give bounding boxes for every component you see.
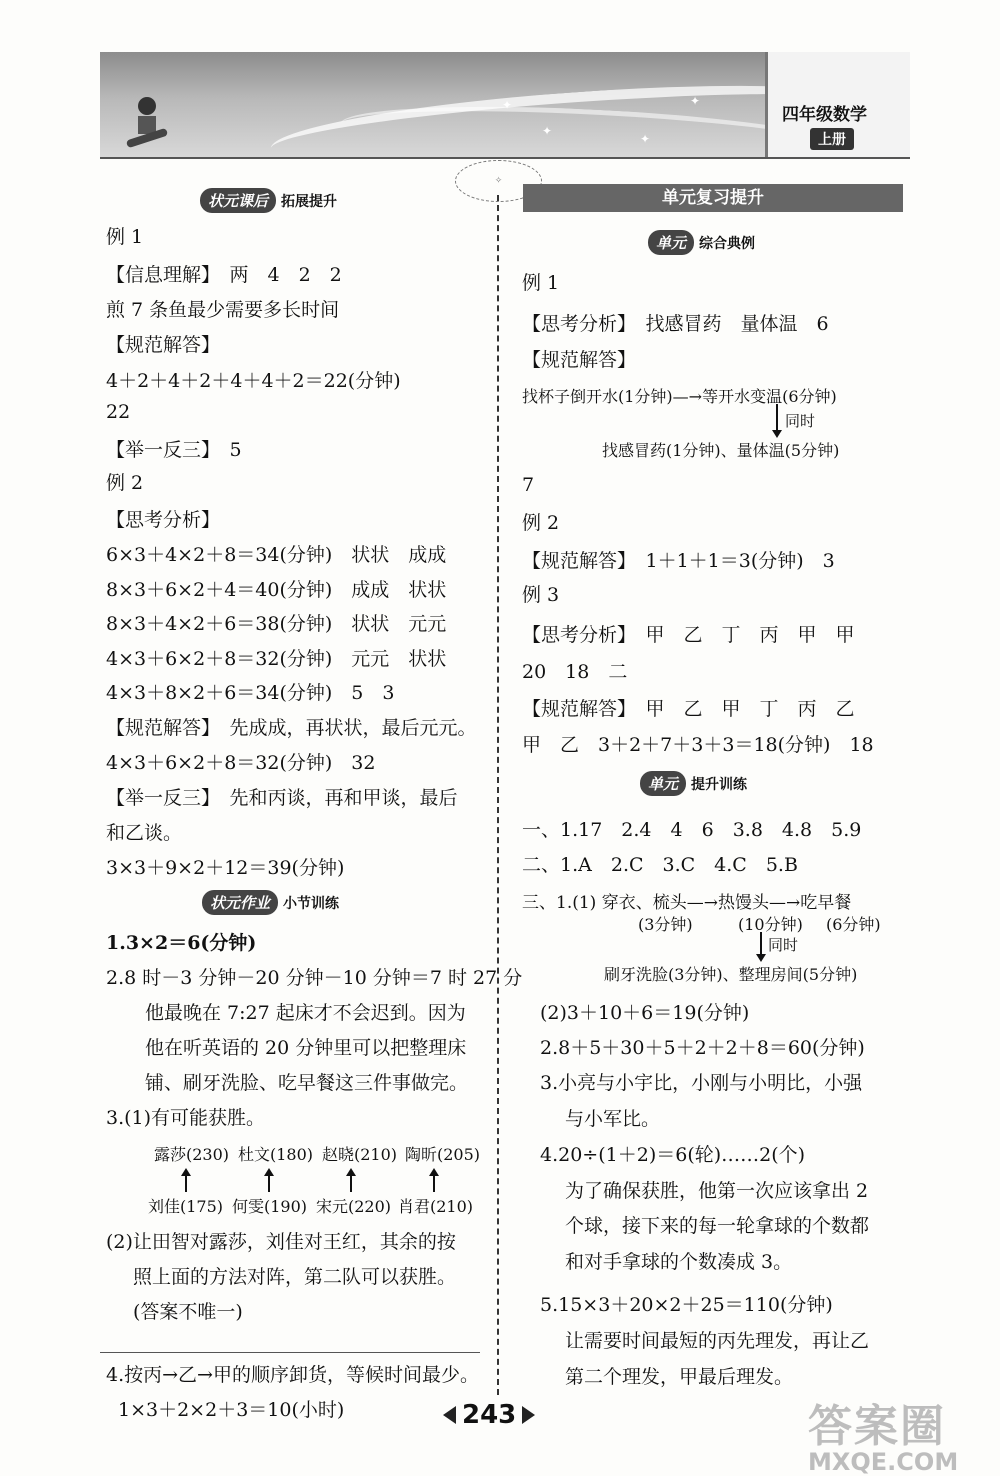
- grade-title: 四年级数学: [782, 105, 867, 125]
- text-line: 他最晚在 7:27 起床才不会迟到。因为: [145, 1002, 466, 1024]
- grade-label-box: [765, 52, 910, 157]
- text-line: 为了确保获胜，他第一次应该拿出 2: [565, 1180, 869, 1202]
- text-line: (答案不唯一): [133, 1301, 243, 1323]
- grade-volume: 上册: [810, 128, 854, 150]
- text-line: 2.8＋5＋30＋5＋2＋2＋8＝60(分钟): [540, 1037, 865, 1059]
- section-subtitle: 小节训练: [283, 895, 340, 912]
- text-line: 【思考分析】 甲 乙 丁 丙 甲 甲: [522, 624, 855, 646]
- section-rule: [100, 1352, 480, 1353]
- star-icon: ✦: [690, 94, 701, 108]
- text-line: 二、1.A 2.C 3.C 4.C 5.B: [522, 854, 798, 876]
- text-line: 甲 乙 3＋2＋7＋3＋3＝18(分钟) 18: [522, 734, 874, 756]
- text-line: 和乙谈。: [106, 822, 183, 844]
- match-bottom-4: 肖君(210): [398, 1197, 474, 1216]
- text-line: 与小军比。: [565, 1108, 661, 1130]
- text-line: 一、1.17 2.4 4 6 3.8 4.8 5.9: [522, 819, 862, 841]
- arrow-up-icon: [185, 1170, 187, 1192]
- text-line: 例 2: [522, 512, 560, 534]
- flow2-time-3: (6分钟): [826, 915, 881, 934]
- arrow-down-icon: [760, 932, 762, 960]
- text-line: 8×3＋6×2＋4＝40(分钟) 成成 状状: [106, 579, 447, 601]
- flow2-time-1: (3分钟): [638, 915, 693, 934]
- text-line: 【信息理解】 两 4 2 2: [106, 264, 342, 286]
- text-line: 【举一反三】 先和丙谈，再和甲谈，最后: [106, 787, 458, 809]
- text-line: 5.15×3＋20×2＋25＝110(分钟): [540, 1294, 833, 1316]
- flow2-same-time: 同时: [768, 936, 799, 954]
- flow-step-bottom: 找感冒药(1分钟)、量体温(5分钟): [602, 441, 840, 460]
- triangle-left-icon: [443, 1406, 456, 1424]
- match-bottom-2: 何雯(190): [232, 1197, 308, 1216]
- section-header-examples: [648, 230, 755, 255]
- text-line: 7: [522, 474, 535, 496]
- text-line: 第二个理发，甲最后理发。: [565, 1366, 794, 1388]
- page-number: [443, 1400, 535, 1430]
- column-divider: [497, 195, 499, 1395]
- text-line: 4＋2＋4＋2＋4＋4＋2＝22(分钟): [106, 370, 401, 392]
- flow-same-time: 同时: [785, 412, 816, 430]
- flow2-step-top: 三、1.(1) 穿衣、梳头—→热馒头—→吃早餐: [522, 893, 852, 913]
- star-icon: ✦: [542, 124, 553, 138]
- header-banner: [100, 52, 910, 159]
- watermark-url: MXQE.COM: [808, 1448, 959, 1476]
- mascot-icon: [122, 92, 172, 152]
- star-icon: ✦: [502, 98, 513, 112]
- text-line: 例 1: [106, 226, 144, 248]
- match-top-3: 赵晓(210): [322, 1145, 398, 1164]
- text-line: 个球，接下来的每一轮拿球的个数都: [565, 1215, 870, 1237]
- section-subtitle: 综合典例: [699, 235, 756, 252]
- watermark-text: 答案圈: [808, 1401, 946, 1452]
- flow2-time-2: (10分钟): [738, 915, 803, 934]
- text-line: 例 2: [106, 472, 144, 494]
- text-line: 例 1: [522, 272, 560, 294]
- triangle-right-icon: [522, 1406, 535, 1424]
- text-line: 6×3＋4×2＋8＝34(分钟) 状状 成成: [106, 544, 447, 566]
- text-line: 1.3×2＝6(分钟): [106, 932, 257, 954]
- text-line: 4×3＋8×2＋6＝34(分钟) 5 3: [106, 682, 395, 704]
- section-header-after-class: [200, 188, 337, 213]
- text-line: 4×3＋6×2＋8＝32(分钟) 32: [106, 752, 376, 774]
- text-line: 【举一反三】 5: [106, 439, 242, 461]
- section-header-training: [640, 771, 747, 796]
- text-line: 【规范解答】: [106, 334, 221, 356]
- text-line: 3.小亮与小宇比，小刚与小明比，小强: [540, 1072, 863, 1094]
- text-line: 1×3＋2×2＋3＝10(小时): [118, 1399, 345, 1421]
- text-line: 2.8 时－3 分钟－20 分钟－10 分钟＝7 时 27 分: [106, 967, 523, 989]
- arrow-down-icon: [776, 404, 778, 436]
- star-icon: ✦: [640, 132, 651, 146]
- match-top-4: 陶昕(205): [405, 1145, 481, 1164]
- text-line: (2)让田智对露莎，刘佳对王红，其余的按: [106, 1231, 456, 1253]
- text-line: 【思考分析】 找感冒药 量体温 6: [522, 313, 829, 335]
- text-line: 4.20÷(1＋2)＝6(轮)……2(个): [540, 1144, 806, 1166]
- seal-stamp: ✧: [455, 160, 542, 202]
- text-line: 【思考分析】: [106, 509, 221, 531]
- text-line: 4×3＋6×2＋8＝32(分钟) 元元 状状: [106, 648, 447, 670]
- section-header-homework: [202, 890, 339, 915]
- text-line: 让需要时间最短的丙先理发，再让乙: [565, 1330, 870, 1352]
- text-line: 4.按丙→乙→甲的顺序卸货，等候时间最少。: [106, 1364, 479, 1386]
- watermark-logo: [808, 1390, 958, 1476]
- section-badge: 状元课后: [200, 188, 276, 213]
- arrow-up-icon: [268, 1170, 270, 1192]
- text-line: 【规范解答】 甲 乙 甲 丁 丙 乙: [522, 698, 855, 720]
- section-badge: 单元: [640, 771, 686, 796]
- section-badge: 单元: [648, 230, 694, 255]
- flow2-step-bottom: 刷牙洗脸(3分钟)、整理房间(5分钟): [604, 965, 858, 984]
- text-line: 【规范解答】 1＋1＋1＝3(分钟) 3: [522, 550, 835, 572]
- text-line: 照上面的方法对阵，第二队可以获胜。: [133, 1266, 457, 1288]
- text-line: 他在听英语的 20 分钟里可以把整理床: [145, 1037, 467, 1059]
- text-line: 3.(1)有可能获胜。: [106, 1107, 266, 1129]
- text-line: 【规范解答】 先成成，再状状，最后元元。: [106, 717, 477, 739]
- page-number-text: 243: [462, 1400, 517, 1430]
- section-subtitle: 拓展提升: [281, 193, 338, 210]
- unit-review-title: 单元复习提升: [523, 184, 903, 212]
- text-line: 22: [106, 401, 131, 423]
- text-line: (2)3＋10＋6＝19(分钟): [540, 1002, 750, 1024]
- section-subtitle: 提升训练: [691, 776, 748, 793]
- text-line: 和对手拿球的个数凑成 3。: [565, 1251, 793, 1273]
- match-bottom-1: 刘佳(175): [148, 1197, 224, 1216]
- arrow-up-icon: [350, 1170, 352, 1192]
- match-top-2: 杜文(180): [238, 1145, 314, 1164]
- text-line: 20 18 二: [522, 661, 628, 683]
- match-bottom-3: 宋元(220): [316, 1197, 392, 1216]
- text-line: 例 3: [522, 584, 560, 606]
- text-line: 3×3＋9×2＋12＝39(分钟): [106, 857, 345, 879]
- section-badge: 状元作业: [202, 890, 278, 915]
- text-line: 【规范解答】: [522, 349, 637, 371]
- text-line: 煎 7 条鱼最少需要多长时间: [106, 299, 340, 321]
- text-line: 8×3＋4×2＋6＝38(分钟) 状状 元元: [106, 613, 447, 635]
- arrow-up-icon: [433, 1170, 435, 1192]
- text-line: 铺、刷牙洗脸、吃早餐这三件事做完。: [145, 1072, 469, 1094]
- match-top-1: 露莎(230): [154, 1145, 230, 1164]
- flow-step-top: 找杯子倒开水(1分钟)—→等开水变温(6分钟): [522, 387, 837, 406]
